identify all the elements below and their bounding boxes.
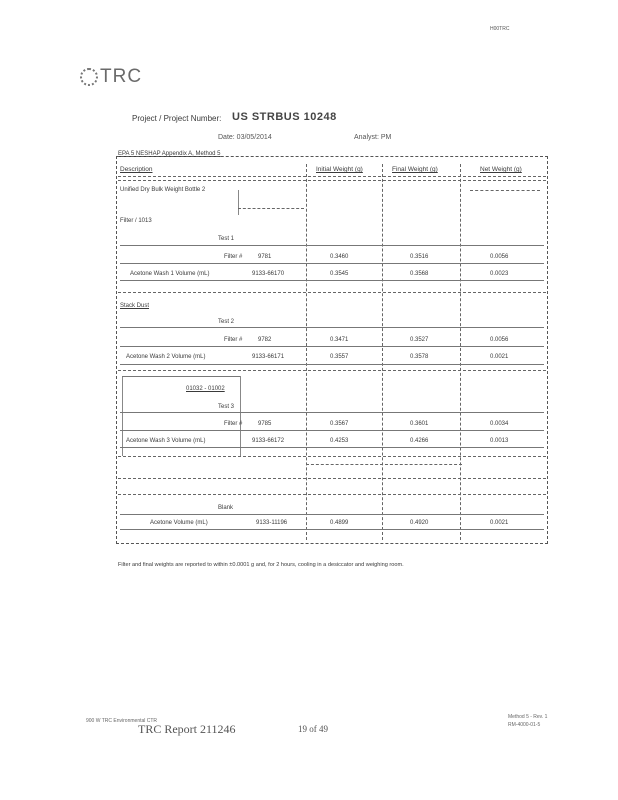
group3-acetone-final: 0.4266: [410, 438, 429, 444]
group1-net-blank: [470, 190, 540, 191]
group1-acetone-label: Acetone Wash 1 Volume (mL): [130, 271, 210, 277]
col-divider-net: [460, 164, 461, 540]
group1-acetone-net: 0.0023: [490, 271, 509, 277]
group1-acetone-initial: 0.3545: [330, 271, 349, 277]
group2-acetone-net: 0.0021: [490, 354, 509, 360]
group1-bracket-line: [238, 208, 304, 209]
group3-filter-line: [120, 430, 544, 431]
group2-acetone-id: 9133-66171: [252, 354, 285, 360]
group1-filter-net: 0.0056: [490, 254, 509, 260]
group3-top-border: [122, 376, 240, 377]
group2-acetone-final: 0.3578: [410, 354, 429, 360]
group3-acetone-line: [120, 447, 544, 448]
group3-acetone-net: 0.0013: [490, 438, 509, 444]
document-code: H00TRC: [490, 26, 510, 32]
group3-filter-final: 0.3601: [410, 421, 429, 427]
group1-filter-final: 0.3516: [410, 254, 429, 260]
blank-label-line: [120, 514, 544, 515]
footer-page-number: 19 of 49: [298, 724, 328, 734]
group3-test: Test 3: [218, 404, 235, 410]
group3-inner-border: [240, 376, 241, 456]
group3-filter-id: 9785: [258, 421, 272, 427]
group2-filter-id: 9782: [258, 337, 272, 343]
blank-acetone-id: 9133-11196: [256, 520, 288, 526]
group3-left-border: [122, 376, 123, 456]
group2-filter-net: 0.0056: [490, 337, 509, 343]
group2-test-line: [120, 327, 544, 328]
blank-label: Blank: [218, 505, 234, 511]
group3-acetone-id: 9133-66172: [252, 438, 285, 444]
group2-name: Stack Dust: [120, 303, 150, 309]
group1-test-line: [120, 245, 544, 246]
group2-acetone-initial: 0.3557: [330, 354, 349, 360]
group1-bracket: [238, 190, 239, 215]
empty-row-line-3: [118, 494, 546, 495]
group3-acetone-initial: 0.4253: [330, 438, 349, 444]
blank-acetone-label: Acetone Volume (mL): [150, 520, 208, 526]
section-title: EPA 5 NESHAP Appendix A, Method 5: [118, 151, 221, 157]
analyst-label: Analyst: PM: [354, 134, 392, 141]
header-description: Description: [120, 166, 153, 173]
date-label: Date: 03/05/2014: [218, 134, 272, 141]
group1-acetone-final: 0.3568: [410, 271, 429, 277]
group1-test: Test 1: [218, 236, 235, 242]
group2-filter-line: [120, 346, 544, 347]
col-divider-initial: [306, 164, 307, 540]
group1-filter-id: 9781: [258, 254, 272, 260]
group3-end: [118, 456, 546, 457]
table-note: Filter and final weights are reported to within ±0.0001 g and, for 2 hours, cooling in a desiccator and weighing room.: [118, 562, 404, 568]
group2-acetone-label: Acetone Wash 2 Volume (mL): [126, 354, 206, 360]
group1-acetone-id: 9133-66170: [252, 271, 285, 277]
group3-name: 01032 - 01002: [186, 386, 225, 392]
header-final: Final Weight (g): [392, 166, 438, 173]
group2-acetone-line: [120, 364, 544, 365]
header-initial: Initial Weight (g): [316, 166, 363, 173]
blank-initial: 0.4899: [330, 520, 349, 526]
logo-text: TRC: [100, 66, 143, 87]
group2-test: Test 2: [218, 319, 235, 325]
blank-line: [120, 529, 544, 530]
group1-filter-initial: 0.3460: [330, 254, 349, 260]
group1-filter-line: [120, 263, 544, 264]
header-divider: [118, 176, 546, 177]
empty-row-line-1: [306, 464, 462, 465]
footer-report: TRC Report 211246: [138, 722, 236, 736]
group1-end: [118, 292, 546, 293]
footer-right-top: Method 5 - Rev. 1: [508, 714, 548, 720]
group2-filter-final: 0.3527: [410, 337, 429, 343]
footer-right-bottom: RM-4000-01-5: [508, 722, 541, 728]
group1-name: Unified Dry Bulk Weight Bottle 2: [120, 187, 206, 193]
group1-acetone-line: [120, 280, 544, 281]
project-number: US STRBUS 10248: [232, 111, 337, 123]
group1-sub: Filter / 1013: [120, 218, 152, 224]
group1-filter-label: Filter #: [224, 254, 243, 260]
group3-test-line: [120, 412, 544, 413]
header-divider-2: [118, 180, 546, 181]
empty-row-line-2: [118, 478, 546, 479]
col-divider-final: [382, 164, 383, 540]
group3-acetone-label: Acetone Wash 3 Volume (mL): [126, 438, 206, 444]
group2-end: [118, 370, 546, 371]
group3-filter-net: 0.0034: [490, 421, 509, 427]
weights-table: [116, 156, 548, 544]
group3-filter-initial: 0.3567: [330, 421, 349, 427]
logo-ring-icon: [80, 68, 98, 86]
blank-final: 0.4920: [410, 520, 429, 526]
header-net: Net Weight (g): [480, 166, 522, 173]
group2-filter-initial: 0.3471: [330, 337, 349, 343]
footer-left-small: 900 W TRC Environmental CTR: [86, 718, 158, 724]
project-label: Project / Project Number:: [132, 114, 222, 123]
group2-filter-label: Filter #: [224, 337, 243, 343]
group3-filter-label: Filter #: [224, 421, 243, 427]
trc-logo: [80, 64, 160, 90]
blank-net: 0.0021: [490, 520, 509, 526]
